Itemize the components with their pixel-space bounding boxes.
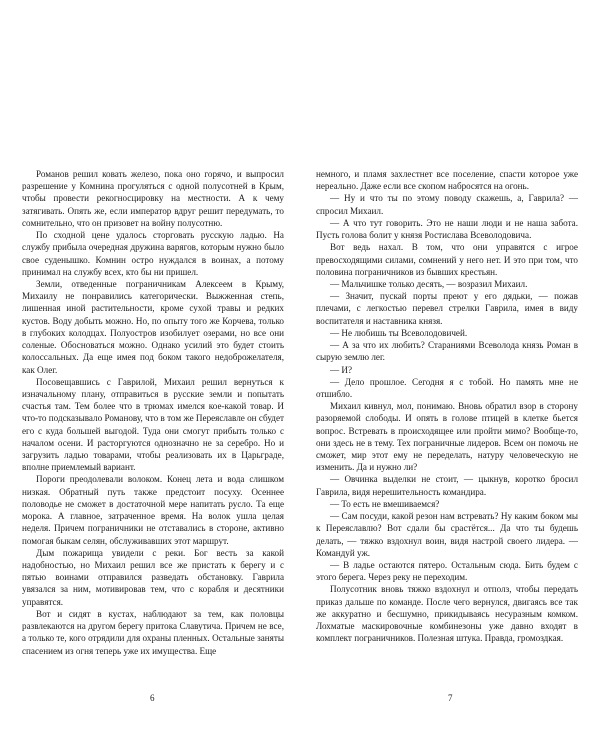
- paragraph: Дым пожарища увидели с реки. Бог весть за какой надобностью, но Михаил решил все же пристать к берегу и с пятью воинами отправился разведать обстановку. Гаврила увязался за ним, мотивировав тем, что с корабля и десятники управятся.: [22, 547, 284, 607]
- paragraph: — Сам посуди, какой резон нам встревать? Ну каким боком мы к Переяславлю? Вот сдали бы срастётся... Да что ты будешь делать, — тяжко вздохнул воин, видя настрой своего лидера. — Командуй уж.: [316, 511, 578, 558]
- right-page: [300, 0, 600, 750]
- paragraph: — А за что их любить? Стараниями Всеволода князь Роман в сырую землю лег.: [316, 340, 578, 363]
- paragraph: Вот и сидят в кустах, наблюдают за тем, как половцы развлекаются на другом берегу притока Славутича. Причем не все, а только те, кого отрядили для охраны пленных. Остальные заняты спасением из огня теперь уже их имущества. Еще: [22, 608, 284, 656]
- paragraph: Посовещавшись с Гаврилой, Михаил решил вернуться к изначальному плану, отправиться в русские земли и попытать счастья там. Тем более что в трюмах имелся кое-какой товар. И что-то подсказывало Романову, что в том же Переяславле он сбудет его с куда большей выгодой. Туда они смогут прибыть только с началом осени. И расторгуются однозначно не за серебро. Но и загрузить ладью товарами, чтобы реализовать их в Царьграде, вполне приемлемый вариант.: [22, 376, 284, 473]
- paragraph: По сходной цене удалось сторговать русскую ладью. На службу прибыла очередная дружина варягов, которым нужно было свое суденышко. Комнин остро нуждался в воинах, а потому принимал на службу всех, кто бы ни пришел.: [22, 230, 284, 277]
- left-page-text: [22, 168, 284, 657]
- paragraph: — В ладье остаются пятеро. Остальным сюда. Бить будем с этого берега. Через реку не переходим.: [316, 560, 578, 583]
- page-number: 6: [150, 693, 155, 703]
- paragraph: — Мальчишке только десять, — возразил Михаил.: [330, 278, 528, 289]
- paragraph: Полусотник вновь тяжко вздохнул и отполз, чтобы передать приказ дальше по команде. После чего вернулся, двигаясь все так же аккуратно и бесшумно, прикидываясь несуразным комком. Лохматые маскировочные комбинезоны уже давно входят в комплект пограничников. Полезная штука. Правда, громоздкая.: [316, 584, 578, 644]
- paragraph: Земли, отведенные пограничникам Алексеем в Крыму, Михаилу не понравились категорически. Выжженная степь, лишенная иной растительности, кроме сухой травы и редких кустов. Воду добыть можно. Но, по опыту того же Корчева, только в глубоких колодцах. Полуостров изобилует озерами, но все они соленые. Обосноваться можно. Однако усилий это будет стоить колоссальных. Да еще имея под боком такого недоброжелателя, как Олег.: [22, 278, 284, 375]
- paragraph: — Значит, пускай порты преют у его дядьки, — пожав плечами, с легкостью перевел стрелки Гаврила, имея в виду воспитателя и наставника князя.: [316, 291, 578, 326]
- paragraph: — И?: [330, 364, 353, 375]
- paragraph: — Дело прошлое. Сегодня я с тобой. Но память мне не отшибло.: [316, 376, 578, 399]
- paragraph: — То есть не вмешиваемся?: [330, 498, 440, 509]
- page-number: 7: [448, 693, 453, 703]
- paragraph: Михаил кивнул, мол, понимаю. Вновь обратил взор в сторону разоряемой слободы. И опять в голове птицей в клетке бьется вопрос. Встревать в происходящее или пройти мимо? Вообще-то, они здесь не в тему. Тех пограничные лидеров. Всем он помочь не сможет, мир этот ему не переделать, натуру человеческую не изменить. Да и нужно ли?: [316, 401, 578, 473]
- paragraph: Романов решил ковать железо, пока оно горячо, и выпросил разрешение у Комнина прогуляться с одной полусотней в Крым, чтобы провести рекогносцировку на местности. А к чему затягивать. Опять же, если император вдруг решит передумать, то сомнительно, что он призовет на войну полусотню.: [22, 169, 284, 228]
- paragraph: немного, и пламя захлестнет все поселение, спасти которое уже нереально. Даже если все скопом набросятся на огонь.: [316, 169, 578, 192]
- right-page-text: [316, 168, 578, 645]
- paragraph: Пороги преодолевали волоком. Конец лета и вода слишком низкая. Обратный путь также предстоит посуху. Осеннее половодье не сможет в достаточной мере напитать русло. Та еще морока. А главное, затраченное время. На волок ушла целая неделя. Причем пограничники не отставались в стороне, активно помогая быкам селян, обслуживавших этот маршрут.: [22, 474, 284, 546]
- paragraph: Вот ведь нахал. В том, что они управятся с игрое превосходящими силами, сомнений у него нет. И это при том, что половина пограничников из бывших крестьян.: [316, 242, 578, 277]
- paragraph: — Овчинка выделки не стоит, — цыкнув, коротко бросил Гаврила, видя нерешительность командира.: [316, 474, 578, 497]
- paragraph: — Не любишь ты Всеволодовичей.: [330, 327, 468, 338]
- paragraph: — А что тут говорить. Это не наши люди и не наша забота. Пусть голова болит у князя Ростислава Всеволодовича.: [316, 217, 578, 241]
- paragraph: — Ну и что ты по этому поводу скажешь, а, Гаврила? — спросил Михаил.: [316, 193, 578, 216]
